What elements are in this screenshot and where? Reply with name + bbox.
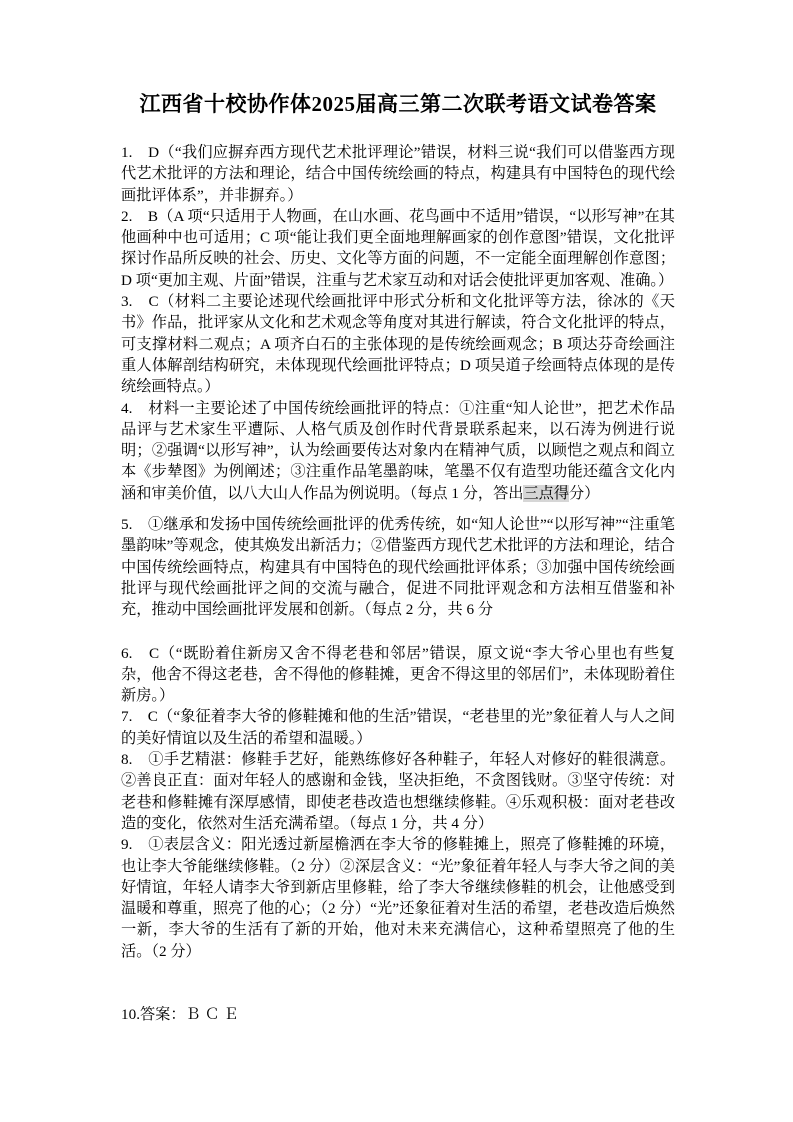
answer-item-5 (121, 514, 675, 620)
answer-text: 6. C（“既盼着住新房又舍不得老巷和邻居”错误，原文说“李大爷心里也有些复杂，他舍不得这老巷，舍不得他的修鞋摊，更舍不得这里的邻居们”，未体现盼着住新房。） (121, 644, 675, 705)
answer-text: 7. C（“象征着李大爷的修鞋摊和他的生活”错误，“老巷里的光”象征着人与人之间的美好情谊以及生活的希望和温暖。） (121, 708, 675, 747)
highlighted-text: 三点得 (523, 484, 570, 502)
answer-item-3 (121, 291, 675, 397)
answer-text: 分） (569, 484, 600, 502)
answer-item-4 (121, 398, 675, 504)
answer-text: 10.答案：Ｂ Ｃ Ｅ (121, 1005, 239, 1023)
answer-item-9 (121, 834, 675, 962)
document-body (121, 142, 675, 1025)
answer-item-7 (121, 706, 675, 749)
answer-item-8 (121, 749, 675, 834)
answer-text: 9. ①表层含义：阳光透过新屋檐洒在李大爷的修鞋摊上，照亮了修鞋摊的环境，也让李大爷能继续修鞋。（2 分）②深层含义：“光”象征着年轻人与李大爷之间的美好情谊，年轻人请李大爷到新店里修鞋，给了李大爷继续修鞋的机会，让他感受到温暖和尊重，照亮了他的心；（2 分）“光”还象征着对生活的希望，老巷改造后焕然一新，李大爷的生活有了新的开始，他对未来充满信心，这种希望照亮了他的生活。（2 分） (121, 836, 675, 960)
answer-item-2 (121, 206, 675, 291)
answer-text: 4. 材料一主要论述了中国传统绘画批评的特点：①注重“知人论世”，把艺术作品品评与艺术家生平遭际、人格气质及创作时代背景联系起来，以石涛为例进行说明；②强调“以形写神”，认为绘画要传达对象内在精神气质，以顾恺之观点和阎立本《步辇图》为例阐述；③注重作品笔墨韵味，笔墨不仅有造型功能还蕴含文化内涵和审美价值，以八大山人作品为例说明。（每点 1 分，答出 (121, 399, 675, 502)
answer-text: 2. B（A 项“只适用于人物画，在山水画、花鸟画中不适用”错误，“以形写神”在其他画种中也可适用；C 项“能让我们更全面地理解画家的创作意图”错误，文化批评探讨作品所反映的社会、历史、文化等方面的问题，不一定能全面理解创作意图；D 项“更加主观、片面”错误，注重与艺术家互动和对话会使批评更加客观、准确。） (121, 207, 675, 289)
answer-text: 3. C（材料二主要论述现代绘画批评中形式分析和文化批评等方法，徐冰的《天书》作品，批评家从文化和艺术观念等角度对其进行解读，符合文化批评的特点，可支撑材料二观点；A 项齐白石的主张体现的是传统绘画观念；B 项达芬奇绘画注重人体解剖结构研究，未体现现代绘画批评特点；D 项吴道子绘画特点体现的是传统绘画特点。） (121, 293, 675, 396)
answer-item-6 (121, 643, 675, 707)
answer-text: 5. ①继承和发扬中国传统绘画批评的优秀传统，如“知人论世”“以形写神”“注重笔墨韵味”等观念，使其焕发出新活力；②借鉴西方现代艺术批评的方法和理论，结合中国传统绘画特点，构建具有中国特色的现代绘画批评体系；③加强中国传统绘画批评与现代绘画批评之间的交流与融合，促进不同批评观念和方法相互借鉴和补充，推动中国绘画批评发展和创新。（每点 2 分，共 6 分 (121, 516, 675, 619)
answer-text: 1. D（“我们应摒弃西方现代艺术批评理论”错误，材料三说“我们可以借鉴西方现代艺术批评的方法和理论，结合中国传统绘画的特点，构建具有中国特色的现代绘画批评体系”，并非摒弃。） (121, 144, 675, 204)
answer-item-10 (121, 1004, 675, 1025)
answer-text: 8. ①手艺精湛：修鞋手艺好，能熟练修好各种鞋子，年轻人对修好的鞋很满意。②善良正直：面对年轻人的感谢和金钱，坚决拒绝，不贪图钱财。③坚守传统：对老巷和修鞋摊有深厚感情，即使老巷改造也想继续修鞋。④乐观积极：面对老巷改造的变化，依然对生活充满希望。（每点 1 分，共 4 分） (121, 751, 675, 832)
document-title: 江西省十校协作体2025届高三第二次联考语文试卷答案 (139, 92, 657, 116)
answer-item-1 (121, 142, 675, 206)
